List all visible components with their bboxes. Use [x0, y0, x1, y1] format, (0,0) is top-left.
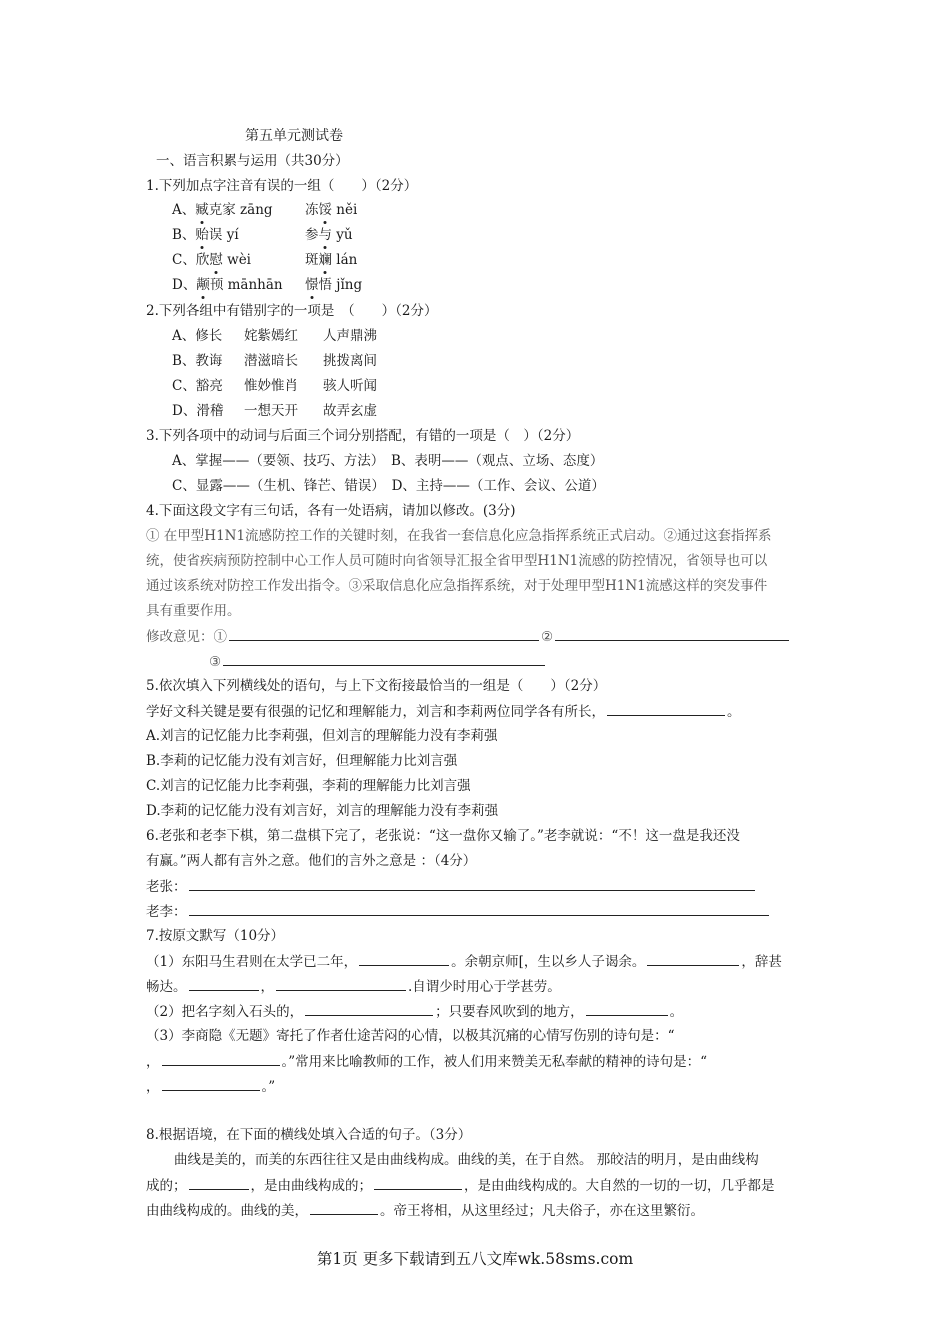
q7-item-3-cont: ， 。”常用来比喻教师的工作，被人们用来赞美无私奉献的精神的诗句是：“ — [146, 1054, 708, 1070]
q4-blank-2[interactable] — [555, 627, 789, 641]
q1-stem: 1.下列加点字注音有误的一组（ ）（2分） — [146, 178, 418, 194]
q7-blank-2[interactable] — [647, 952, 739, 966]
q4-passage-2: 统，使省疾病预防控制中心工作人员可随时向省领导汇报全省甲型H1N1流感的防控情况，省领导也可以 — [146, 553, 768, 569]
page-footer: 第1页 更多下载请到五八文库wk.58sms.com — [316, 1250, 634, 1268]
q8-stem: 8.根据语境，在下面的横线处填入合适的句子。（3分） — [146, 1127, 472, 1143]
q7-blank-5[interactable] — [305, 1002, 433, 1016]
q7-item-1: （1）东阳马生君则在太学已二年， 。余朝京师[，生以乡人子谒余。 ，辞甚 — [146, 954, 782, 970]
q7-blank-8[interactable] — [162, 1077, 260, 1091]
q8-blank-2[interactable] — [374, 1176, 462, 1190]
q7-blank-7[interactable] — [162, 1052, 280, 1066]
q4-passage-1: ① 在甲型H1N1流感防控工作的关键时刻，在我省一套信息化应急指挥系统正式启动。②通过这套指挥系 — [146, 528, 772, 544]
q8-blank-3[interactable] — [310, 1201, 378, 1215]
q4-passage-4: 具有重要作用。 — [146, 603, 241, 619]
q8-blank-1[interactable] — [189, 1176, 249, 1190]
q4-blank-3[interactable] — [223, 652, 545, 666]
q5-stem: 5.依次填入下列横线处的语句，与上下文衔接最恰当的一组是（ ）（2分） — [146, 678, 607, 694]
q7-blank-6[interactable] — [586, 1002, 668, 1016]
q7-item-3: （3）李商隐《无题》寄托了作者仕途苦闷的心情，以极其沉痛的心情写伤别的诗句是：“ — [146, 1028, 675, 1044]
q8-passage-2: 成的； ，是由曲线构成的； ，是由曲线构成的。大自然的一切的一切，几乎都是 — [146, 1178, 775, 1194]
q4-fix-line-1: 修改意见：① ② — [146, 627, 791, 646]
q5-option-c: C.刘言的记忆能力比李莉强，李莉的理解能力比刘言强 — [146, 778, 471, 794]
q1-option-a: A、臧克家 zāng 冻馁 něi — [172, 202, 358, 218]
q4-fix-line-2: ③ — [209, 652, 547, 671]
q1-option-c: C、欣慰 wèi 斑斓 lán — [172, 252, 358, 268]
q3-stem: 3.下列各项中的动词与后面三个词分别搭配，有错的一项是（ ）（2分） — [146, 428, 580, 444]
q2-stem: 2.下列各组中有错别字的一项是 （ ）（2分） — [146, 303, 438, 319]
q7-stem: 7.按原文默写（10分） — [146, 928, 285, 944]
q2-option-a: A、修长 姹紫嫣红 人声鼎沸 — [172, 328, 377, 344]
q6-blank-zhang[interactable] — [189, 877, 755, 891]
q6-answer-li: 老李： — [146, 902, 771, 921]
q5-option-a: A.刘言的记忆能力比李莉强，但刘言的理解能力没有李莉强 — [146, 728, 498, 744]
q3-row-1: A、掌握——（要领、技巧、方法） B、表明——（观点、立场、态度） — [172, 453, 604, 469]
q1-option-d: D、颟顸 mānhān 憬悟 jǐng — [172, 277, 363, 293]
q5-option-b: B.李莉的记忆能力没有刘言好，但理解能力比刘言强 — [146, 753, 458, 769]
q2-option-d: D、滑稽 一想天开 故弄玄虚 — [172, 403, 377, 419]
q6-answer-zhang: 老张： — [146, 877, 757, 896]
q4-blank-1[interactable] — [229, 627, 539, 641]
section-heading: 一、语言积累与运用（共30分） — [156, 153, 349, 169]
q6-line-1: 6.老张和老李下棋，第二盘棋下完了，老张说：“这一盘你又输了。”老李就说：“不！这一盘是我还没 — [146, 828, 740, 844]
q7-item-3-end: ， 。” — [146, 1079, 276, 1095]
q6-blank-li[interactable] — [189, 902, 769, 916]
q7-blank-4[interactable] — [276, 977, 406, 991]
q7-blank-3[interactable] — [189, 977, 259, 991]
q7-item-2: （2）把名字刻入石头的， ；只要春风吹到的地方， 。 — [146, 1004, 684, 1020]
q7-item-1-cont: 畅达。 ， .自谓少时用心于学甚劳。 — [146, 979, 561, 995]
q1-option-b: B、贻误 yí 参与 yǔ — [172, 227, 353, 243]
q7-blank-1[interactable] — [359, 952, 449, 966]
q5-blank[interactable] — [607, 702, 725, 716]
q2-option-b: B、教诲 潜滋暗长 挑拨离间 — [172, 353, 377, 369]
page-title: 第五单元测试卷 — [245, 128, 343, 144]
q3-row-2: C、显露——（生机、锋芒、错误） D、主持——（工作、会议、公道） — [172, 478, 605, 494]
q4-passage-3: 通过该系统对防控工作发出指令。③采取信息化应急指挥系统，对于处理甲型H1N1流感这样的突发事件 — [146, 578, 768, 594]
q8-passage-3: 由曲线构成的。曲线的美， 。帝王将相，从这里经过；凡夫俗子，亦在这里繁衍。 — [146, 1203, 704, 1219]
q8-passage-1: 曲线是美的，而美的东西往往又是由曲线构成。曲线的美，在于自然。 那皎洁的明月，是由曲线构 — [174, 1152, 759, 1168]
q6-line-2: 有赢。”两人都有言外之意。他们的言外之意是 ：（4分） — [146, 853, 477, 869]
q2-option-c: C、豁亮 惟妙惟肖 骇人听闻 — [172, 378, 377, 394]
q5-option-d: D.李莉的记忆能力没有刘言好，刘言的理解能力没有李莉强 — [146, 803, 499, 819]
q5-context: 学好文科关键是要有很强的记忆和理解能力，刘言和李莉两位同学各有所长， 。 — [146, 704, 741, 720]
q4-stem: 4.下面这段文字有三句话，各有一处语病，请加以修改。(3分) — [146, 503, 516, 519]
